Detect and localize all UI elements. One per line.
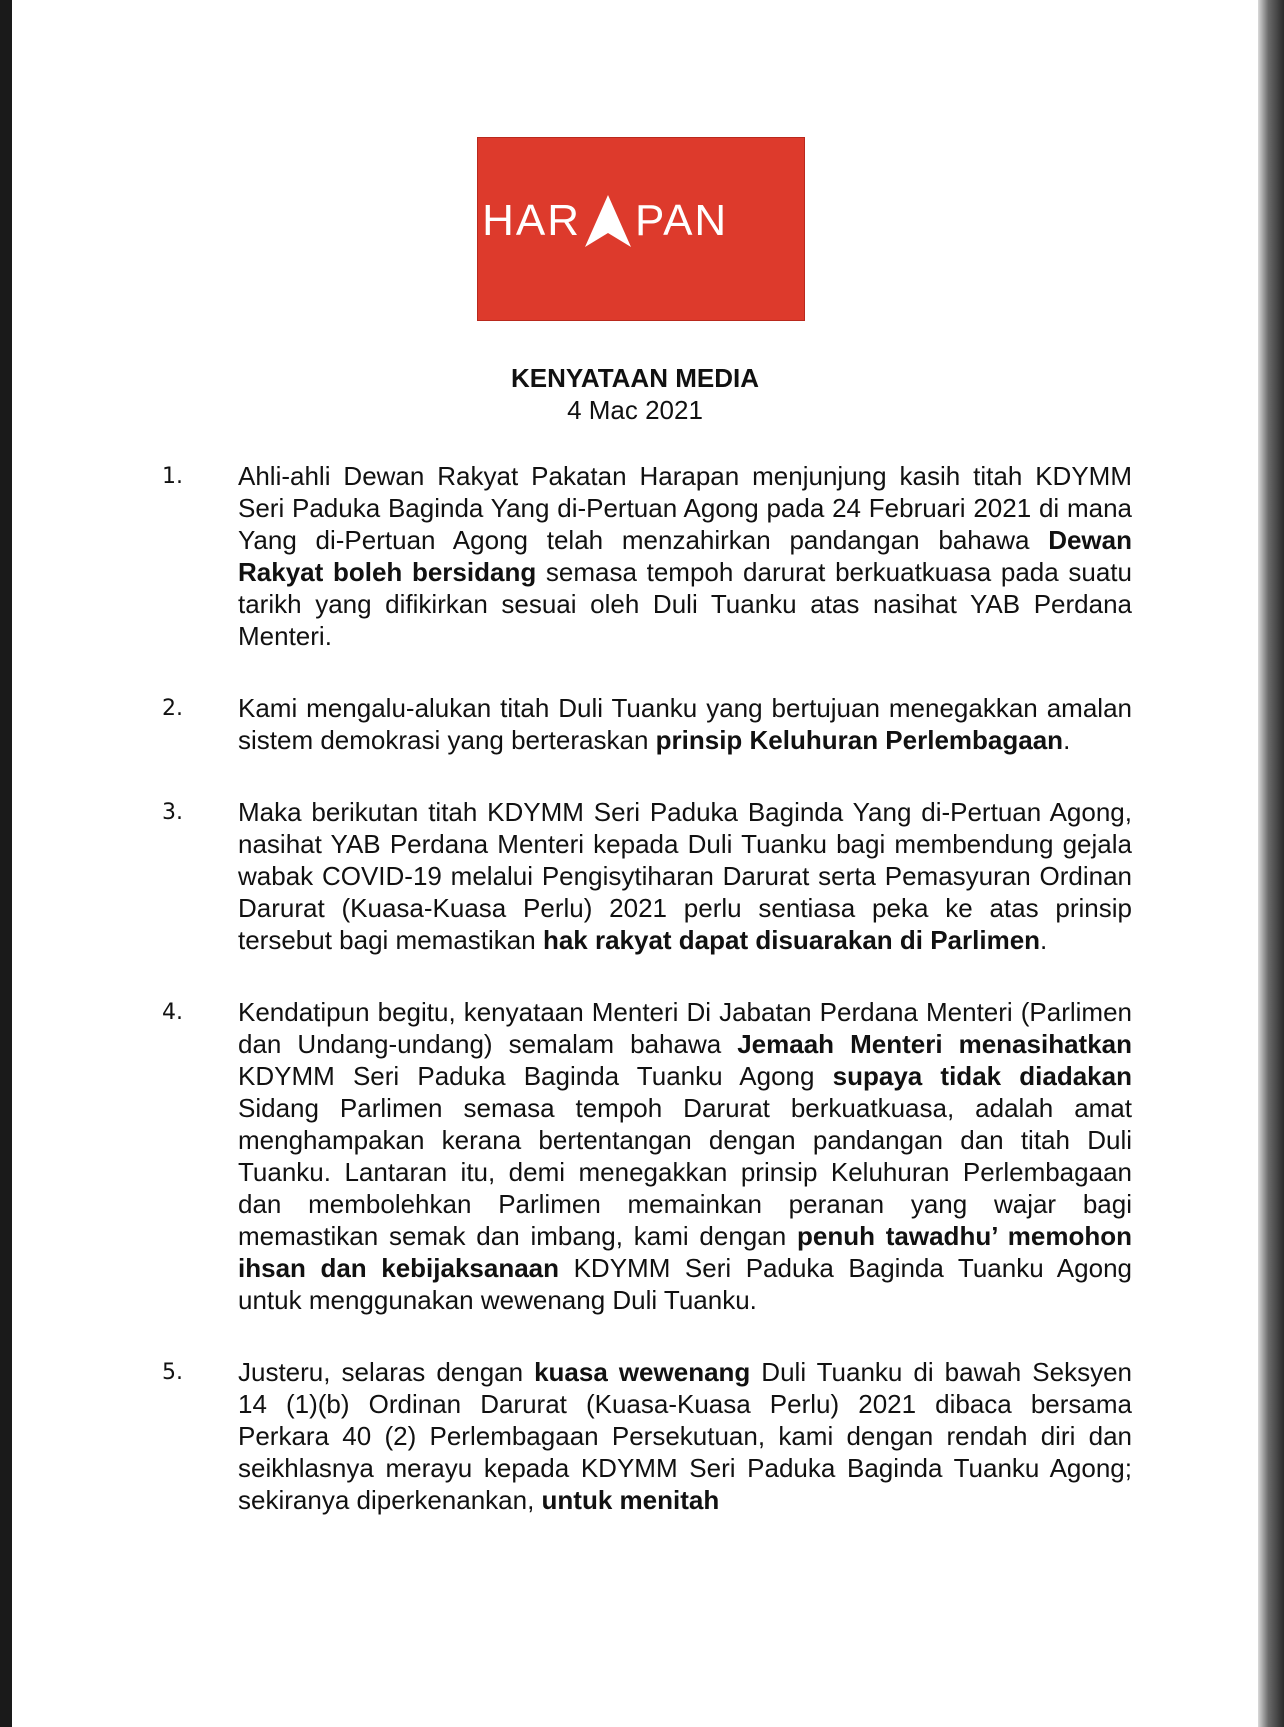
paragraph-number: 2. (162, 696, 183, 721)
text-run: KDYMM Seri Paduka Baginda Tuanku Agong (238, 1061, 833, 1091)
paragraph-text (238, 692, 1132, 756)
harapan-logo-mark (477, 137, 805, 321)
numbered-paragraphs (12, 460, 1258, 1556)
text-run: Sidang Parlimen semasa tempoh Darurat berkuatkuasa, adalah amat menghampakan kerana bertentangan dengan pandangan dan titah Duli Tuanku. Lantaran itu, demi menegakkan prinsip Keluhuran Perlembagaan dan membolehkan Parlimen memainkan peranan yang wajar bagi memastikan semak dan imbang, kami dengan (238, 1093, 1132, 1251)
statement-heading (12, 362, 1258, 426)
text-run: . (1040, 925, 1048, 955)
statement-title: KENYATAAN MEDIA (511, 363, 759, 393)
text-run: KDYMM Seri Paduka Baginda Tuanku Agong untuk menggunakan wewenang Duli Tuanku. (238, 1253, 1132, 1315)
bold-phrase: Dewan Rakyat boleh bersidang (238, 525, 1132, 587)
bold-phrase: Jemaah Menteri menasihatkan (737, 1029, 1132, 1059)
text-run: Justeru, selaras dengan (238, 1357, 535, 1387)
logo-arrow-icon (585, 195, 631, 247)
harapan-logo (477, 137, 805, 321)
paragraph-number: 3. (162, 800, 183, 825)
text-run: Kendatipun begitu, kenyataan Menteri Di Jabatan Perdana Menteri (Parlimen dan Undang-undang) semalam bahawa (238, 997, 1132, 1059)
document-page (12, 0, 1258, 1727)
paragraph-item (12, 692, 1258, 756)
paragraph-text (238, 460, 1132, 652)
text-run: semasa tempoh darurat berkuatkuasa pada suatu tarikh yang difikirkan sesuai oleh Duli Tuanku atas nasihat YAB Perdana Menteri. (238, 557, 1132, 651)
text-run: . (1063, 725, 1071, 755)
paragraph-item (12, 460, 1258, 652)
bold-phrase: prinsip Keluhuran Perlembagaan (655, 725, 1064, 755)
bold-phrase: kuasa wewenang (534, 1357, 751, 1387)
viewer-edge (1258, 0, 1284, 1727)
paragraph-item (12, 1356, 1258, 1516)
paragraph-text (238, 996, 1132, 1316)
text-run: Maka berikutan titah KDYMM Seri Paduka Baginda Yang di-Pertuan Agong, nasihat YAB Perdana Menteri kepada Duli Tuanku bagi membendung gejala wabak COVID-19 melalui Pengisytiharan Darurat serta Pemasyuran Ordinan Darurat (Kuasa-Kuasa Perlu) 2021 perlu sentiasa peka ke atas prinsip tersebut bagi memastikan (238, 797, 1132, 955)
bold-phrase: penuh tawadhu’ memohon ihsan dan kebijaksanaan (238, 1221, 1132, 1283)
paragraph-number: 1. (162, 464, 183, 489)
paragraph-number: 4. (162, 1000, 183, 1025)
bold-phrase: supaya tidak diadakan (832, 1061, 1132, 1091)
bold-phrase: hak rakyat dapat disuarakan di Parlimen (542, 925, 1041, 955)
text-run: Kami mengalu-alukan titah Duli Tuanku yang bertujuan menegakkan amalan sistem demokrasi yang berteraskan (238, 693, 1132, 755)
text-run: Duli Tuanku di bawah Seksyen 14 (1)(b) Ordinan Darurat (Kuasa-Kuasa Perlu) 2021 dibaca bersama Perkara 40 (2) Perlembagaan Persekutuan, kami dengan rendah diri dan seikhlasnya merayu kepada KDYMM Seri Paduka Baginda Tuanku Agong; sekiranya diperkenankan, (238, 1357, 1132, 1515)
paragraph-text (238, 1356, 1132, 1516)
logo-text-right: PAN (635, 196, 729, 245)
paragraph-item (12, 996, 1258, 1316)
paragraph-text (238, 796, 1132, 956)
statement-date: 4 Mac 2021 (567, 395, 703, 425)
text-run: Ahli-ahli Dewan Rakyat Pakatan Harapan menjunjung kasih titah KDYMM Seri Paduka Baginda Yang di-Pertuan Agong pada 24 Februari 2021 di mana Yang di-Pertuan Agong telah menzahirkan pandangan bahawa (238, 461, 1132, 555)
paragraph-number: 5. (162, 1360, 183, 1385)
paragraph-item (12, 796, 1258, 956)
bold-phrase: untuk menitah (541, 1485, 720, 1515)
logo-text-left: HAR (482, 196, 581, 245)
